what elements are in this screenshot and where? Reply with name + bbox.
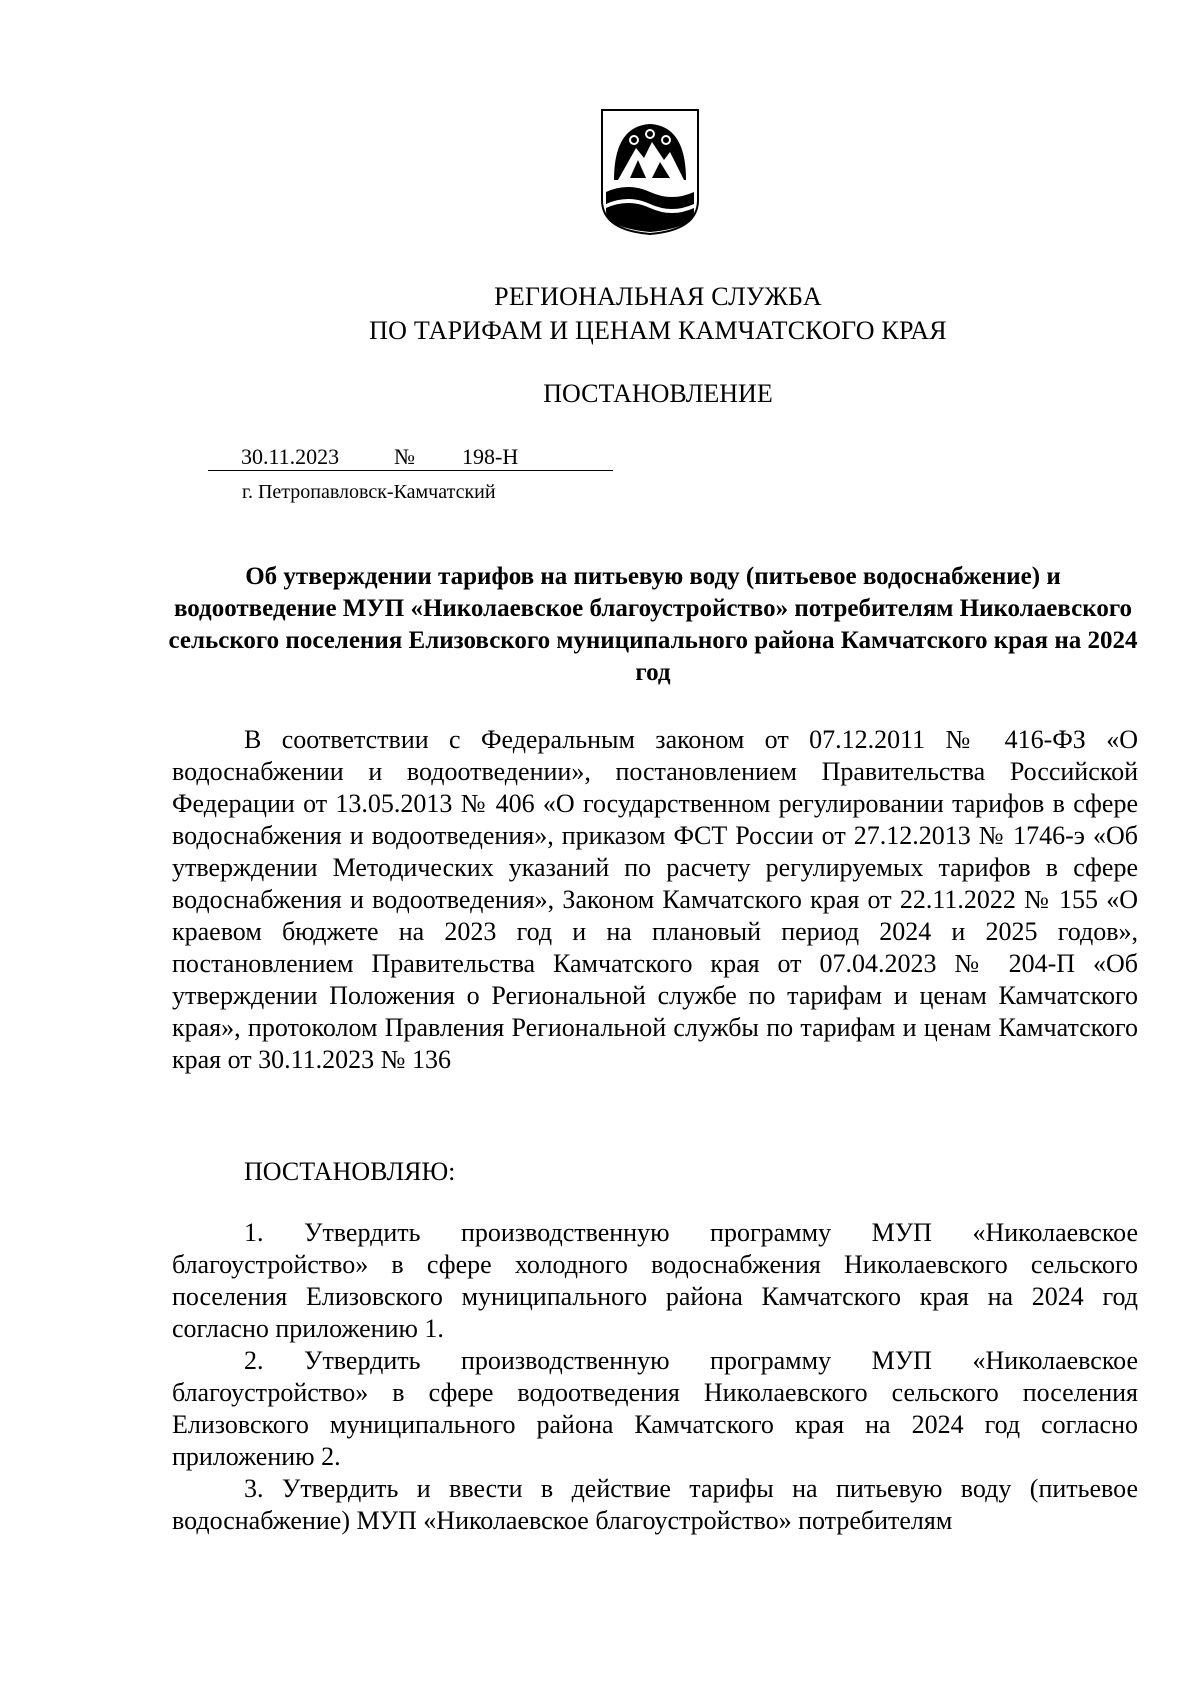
document-title: Об утверждении тарифов на питьевую воду (питьевое водоснабжение) и водоотведение МУП «Николаевское благоустройство» потребителям Николаевского сельского поселения Елизовского муниципального района Камчатского края на 2024 год: [168, 563, 1138, 686]
document-type-heading: ПОСТАНОВЛЕНИЕ: [543, 379, 773, 408]
decree-item-1: 1. Утвердить производственную программу МУП «Николаевское благоустройство» в сфере холодного водоснабжения Николаевского сельского поселения Елизовского муниципального района Камчатского края на 2024 год согласно приложению 1.: [172, 1218, 1138, 1343]
kamchatka-coat-of-arms-icon: [600, 108, 700, 236]
date-number-underline: [208, 470, 613, 471]
decree-item-3: 3. Утвердить и ввести в действие тарифы на питьевую воду (питьевое водоснабжение) МУП «Николаевское благоустройство» потребителям: [172, 1474, 1138, 1535]
decree-word: ПОСТАНОВЛЯЮ:: [244, 1157, 456, 1186]
preamble-paragraph: В соответствии с Федеральным законом от 07.12.2011 № 416-ФЗ «О водоснабжении и водоотведении», постановлением Правительства Российской Федерации от 13.05.2013 № 406 «О государственном регулировании тарифов в сфере водоснабжения и водоотведения», приказом ФСТ России от 27.12.2013 № 1746-э «Об утверждении Методических указаний по расчету регулируемых тарифов в сфере водоснабжения и водоотведения», Законом Камчатского края от 22.11.2022 № 155 «О краевом бюджете на 2023 год и на плановый период 2024 и 2025 годов», постановлением Правительства Камчатского края от 07.04.2023 № 204-П «Об утверждении Положения о Региональной службе по тарифам и ценам Камчатского края», протоколом Правления Региональной службы по тарифам и ценам Камчатского края от 30.11.2023 № 136: [172, 725, 1138, 1074]
date-number-row: [208, 444, 613, 474]
decree-item-2: 2. Утвердить производственную программу МУП «Николаевское благоустройство» в сфере водоотведения Николаевского сельского поселения Елизовского муниципального района Камчатского края на 2024 год согласно приложению 2.: [172, 1346, 1138, 1471]
organization-name-line-1: РЕГИОНАЛЬНАЯ СЛУЖБА: [494, 282, 822, 311]
number-sign: №: [394, 444, 415, 469]
city-name: г. Петропавловск-Камчатский: [242, 481, 496, 503]
preamble-section: [172, 724, 1138, 1076]
document-date: 30.11.2023: [241, 444, 340, 469]
decree-items: [172, 1217, 1138, 1537]
document-number: 198-Н: [462, 444, 519, 469]
organization-name-line-2: ПО ТАРИФАМ И ЦЕНАМ КАМЧАТСКОГО КРАЯ: [369, 316, 947, 345]
